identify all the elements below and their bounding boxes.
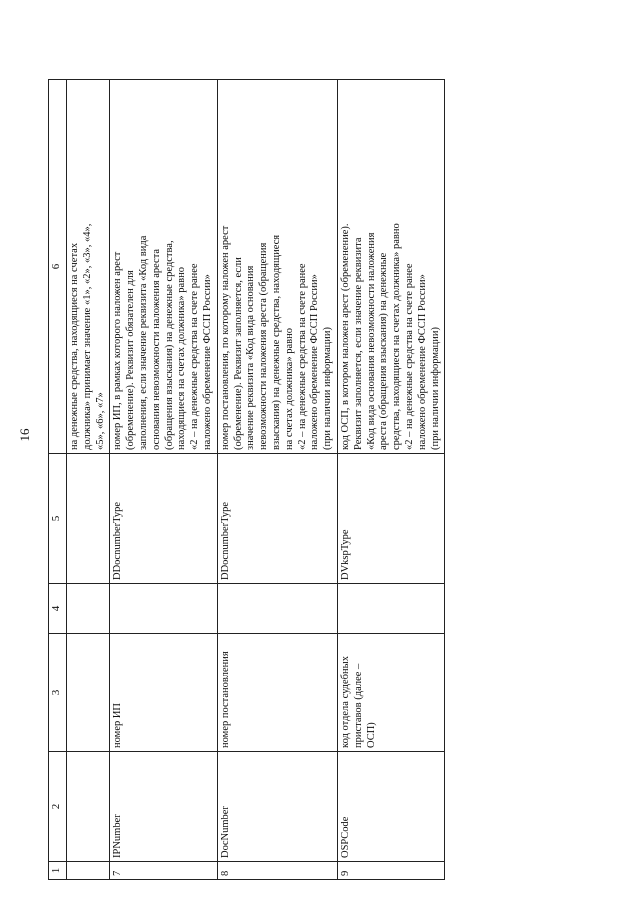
field-name-cell: номер ИП	[110, 634, 217, 752]
field-description-cell: код ОСП, в котором наложен арест (обременение). Реквизит заполняется, если значение реквизита «Код вида основания невозможности наложения ареста (обращения взыскания) на денежные средства, находящиеся на счетах должника» равно «2 – на денежные средства на счете ранее наложено обременение ФССП России» (при наличии информации)	[337, 80, 444, 454]
field-description-cell: номер ИП, в рамках которого наложен арест (обременение). Реквизит обязателен для заполнения, если значение реквизита «Код вида основания невозможности наложения ареста (обращения взыскания) на денежные средства, находящиеся на счетах должника» равно «2 – на денежные средства на счете ранее наложено обременение ФССП России»	[110, 80, 217, 454]
row-number-cell	[67, 862, 110, 880]
header-cell: 2	[49, 752, 67, 862]
table-row	[110, 80, 217, 880]
column-4-cell	[67, 584, 110, 634]
table-header-row	[49, 80, 67, 880]
field-type-cell	[67, 454, 110, 584]
header-cell: 5	[49, 454, 67, 584]
field-code-cell: IPNumber	[110, 752, 217, 862]
column-4-cell	[217, 584, 337, 634]
row-number-cell: 7	[110, 862, 217, 880]
row-number-cell: 9	[337, 862, 444, 880]
field-name-cell: код отдела судебных приставов (далее – ОСП)	[337, 634, 444, 752]
row-number-cell: 8	[217, 862, 337, 880]
column-4-cell	[337, 584, 444, 634]
table-row	[67, 80, 110, 880]
field-type-cell: DVkspType	[337, 454, 444, 584]
header-cell: 3	[49, 634, 67, 752]
field-type-cell: DDocnumberType	[110, 454, 217, 584]
field-name-cell	[67, 634, 110, 752]
field-code-cell: DocNumber	[217, 752, 337, 862]
field-type-cell: DDocnumberType	[217, 454, 337, 584]
requisites-table	[48, 79, 445, 880]
field-name-cell: номер постановления	[217, 634, 337, 752]
page-number: 16	[17, 428, 32, 442]
rotated-table-container	[48, 80, 441, 880]
table-row	[217, 80, 337, 880]
header-cell: 1	[49, 862, 67, 880]
field-description-cell: номер постановления, по которому наложен арест (обременение). Реквизит заполняется, если значение реквизита «Код вида основания невозможности наложения ареста (обращения взыскания) на денежные средства, находящиеся на счетах должника» равно «2 – на денежные средства на счете ранее наложено обременение ФССП России» (при наличии информации)	[217, 80, 337, 454]
field-code-cell	[67, 752, 110, 862]
column-4-cell	[110, 584, 217, 634]
field-code-cell: OSPCode	[337, 752, 444, 862]
header-cell: 4	[49, 584, 67, 634]
header-cell: 6	[49, 80, 67, 454]
table-row	[337, 80, 444, 880]
field-description-cell: на денежные средства, находящиеся на счетах должника» принимает значение «1», «2», «3», «4», «5», «6», «7»	[67, 80, 110, 454]
